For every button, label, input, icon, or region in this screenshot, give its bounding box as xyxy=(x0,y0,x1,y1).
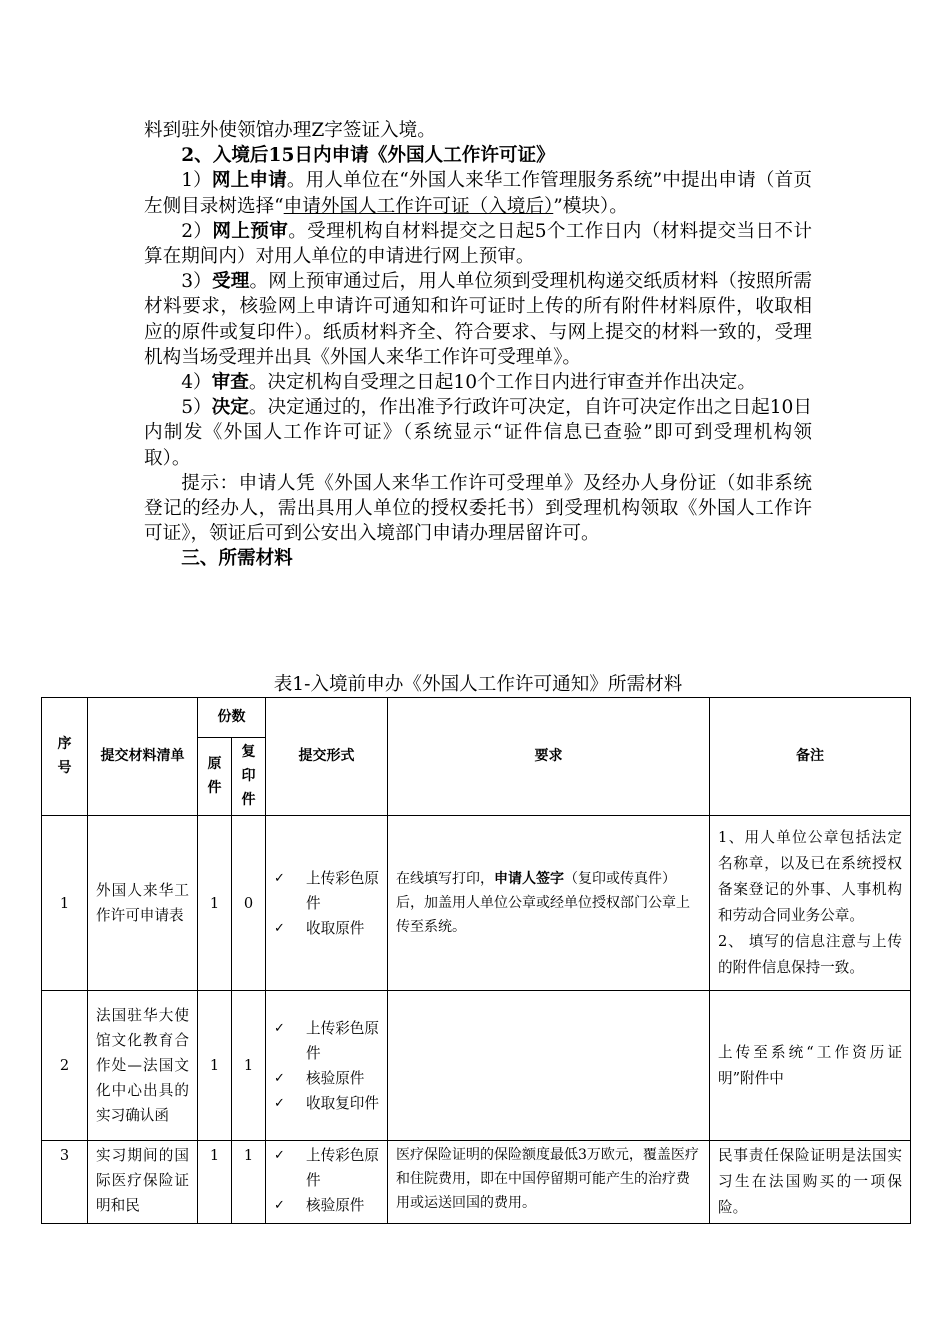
step-online-application xyxy=(144,168,812,218)
step-number: 1） xyxy=(181,170,212,192)
step-title: 网上申请 xyxy=(211,170,287,192)
cell-seq: 3 xyxy=(42,1141,88,1224)
check-icon: ✓ xyxy=(274,1148,285,1163)
cell-material: 外国人来华工作许可申请表 xyxy=(88,816,198,991)
table-header-row xyxy=(42,698,911,738)
header-form: 提交形式 xyxy=(266,698,388,816)
step-title: 决定 xyxy=(211,397,249,419)
note-line: 2、 填写的信息注意与上传的附件信息保持一致。 xyxy=(718,933,902,976)
module-link[interactable]: 申请外国人工作许可证（入境后） xyxy=(283,195,554,217)
step-number: 2） xyxy=(181,220,213,242)
header-seq: 序号 xyxy=(42,698,88,816)
step-text: 。受理机构自材料提交之日起5个工作日内（材料提交当日不计算在期间内）对用人单位的申请进行网上预审。 xyxy=(144,220,812,268)
cell-form xyxy=(266,816,388,991)
table-row xyxy=(42,816,911,991)
materials-table xyxy=(41,697,911,1224)
step-text: 。决定通过的，作出准予行政许可决定，自许可决定作出之日起10日内制发《外国人工作许可证》（系统显示“证件信息已查验”即可到受理机构领取）。 xyxy=(144,397,812,469)
section-heading-materials: 三、所需材料 xyxy=(181,548,293,570)
cell-material: 法国驻华大使馆文化教育合作处—法国文化中心出具的实习确认函 xyxy=(88,991,198,1141)
check-icon: ✓ xyxy=(274,870,285,886)
step-number: 3） xyxy=(181,271,212,293)
cell-original: 1 xyxy=(198,1141,232,1224)
step-title: 受理 xyxy=(211,271,250,293)
cell-requirement: 医疗保险证明的保险额度最低3万欧元，覆盖医疗和住院费用，即在中国停留期可能产生的治疗费用或运送回国的费用。 xyxy=(388,1141,710,1224)
tip-paragraph: 提示：申请人凭《外国人来华工作许可受理单》及经办人身份证（如非系统登记的经办人，需出具用人单位的授权委托书）到受理机构领取《外国人工作许可证》，领证后可到公安出入境部门申请办理居留许可。 xyxy=(144,472,812,545)
section-heading-work-permit: 2、入境后15日内申请《外国人工作许可证》 xyxy=(181,145,555,167)
cell-requirement xyxy=(388,991,710,1141)
step-text: 。决定机构自受理之日起10个工作日内进行审查并作出决定。 xyxy=(248,372,756,394)
step-text: 。网上预审通过后，用人单位须到受理机构递交纸质材料（按照所需材料要求，核验网上申请许可通知和许可证时上传的所有附件材料原件，收取相应的原件或复印件）。纸质材料齐全、符合要求、与网上提交的材料一致的，受理机构当场受理并出具《外国人来华工作许可受理单》。 xyxy=(144,271,812,368)
step-title: 审查 xyxy=(211,372,249,394)
table-row xyxy=(42,1141,911,1224)
header-original: 原件 xyxy=(198,738,232,816)
check-icon: ✓ xyxy=(274,1095,285,1111)
cell-original: 1 xyxy=(198,991,232,1141)
cell-material: 实习期间的国际医疗保险证明和民 xyxy=(88,1141,198,1224)
form-item: ✓ 上传彩色原件 xyxy=(274,1016,379,1066)
cell-note xyxy=(710,816,911,991)
form-item: ✓ 核验原件 xyxy=(274,1066,379,1091)
cell-form xyxy=(266,1141,388,1224)
form-item: ✓ 收取复印件 xyxy=(274,1091,379,1116)
cell-seq: 1 xyxy=(42,816,88,991)
header-copy: 复印件 xyxy=(232,738,266,816)
check-icon: ✓ xyxy=(274,920,285,936)
form-item: ✓ 核验原件 xyxy=(274,1193,379,1218)
cell-copy: 1 xyxy=(232,1141,266,1224)
cell-seq: 2 xyxy=(42,991,88,1141)
cell-requirement: 在线填写打印，申请人签字（复印或传真件）后，加盖用人单位公章或经单位授权部门公章上传至系统。 xyxy=(388,816,710,991)
step-online-precheck xyxy=(144,219,812,269)
step-acceptance xyxy=(144,269,812,370)
step-review xyxy=(144,370,812,395)
check-icon: ✓ xyxy=(274,1198,285,1213)
step-title: 网上预审 xyxy=(212,220,289,242)
header-copies: 份数 xyxy=(198,698,266,738)
cell-note: 上传至系统“工作资历证明”附件中 xyxy=(710,991,911,1141)
cell-copy: 1 xyxy=(232,991,266,1141)
cell-original: 1 xyxy=(198,816,232,991)
table-caption: 表1-入境前申办《外国人工作许可通知》所需材料 xyxy=(273,674,683,695)
step-text: 。用人单位在“外国人来华工作管理服务系统”中提出申请（首页左侧目录树选择“ xyxy=(144,170,812,217)
step-decision xyxy=(144,395,812,471)
step-text-end: ”模块）。 xyxy=(553,195,628,217)
cell-form xyxy=(266,991,388,1141)
header-note: 备注 xyxy=(710,698,911,816)
check-icon: ✓ xyxy=(274,1020,285,1036)
step-number: 5） xyxy=(181,397,212,419)
signature-emphasis: 申请人签字 xyxy=(494,871,564,887)
check-icon: ✓ xyxy=(274,1070,285,1086)
form-item: ✓ 上传彩色原件 xyxy=(274,1143,379,1193)
table-row xyxy=(42,991,911,1141)
header-material: 提交材料清单 xyxy=(88,698,198,816)
cell-note: 民事责任保险证明是法国实习生在法国购买的一项保险。 xyxy=(710,1141,911,1224)
paragraph-z-visa: 料到驻外使领馆办理Z字签证入境。 xyxy=(144,120,436,141)
form-item: ✓ 收取原件 xyxy=(274,916,379,941)
step-number: 4） xyxy=(181,372,212,394)
form-item: ✓ 上传彩色原件 xyxy=(274,866,379,916)
note-line: 1、用人单位公章包括法定名称章，以及已在系统授权备案登记的外事、人事机构和劳动合同业务公章。 xyxy=(718,829,902,924)
cell-copy: 0 xyxy=(232,816,266,991)
header-requirement: 要求 xyxy=(388,698,710,816)
body-text xyxy=(144,118,812,572)
